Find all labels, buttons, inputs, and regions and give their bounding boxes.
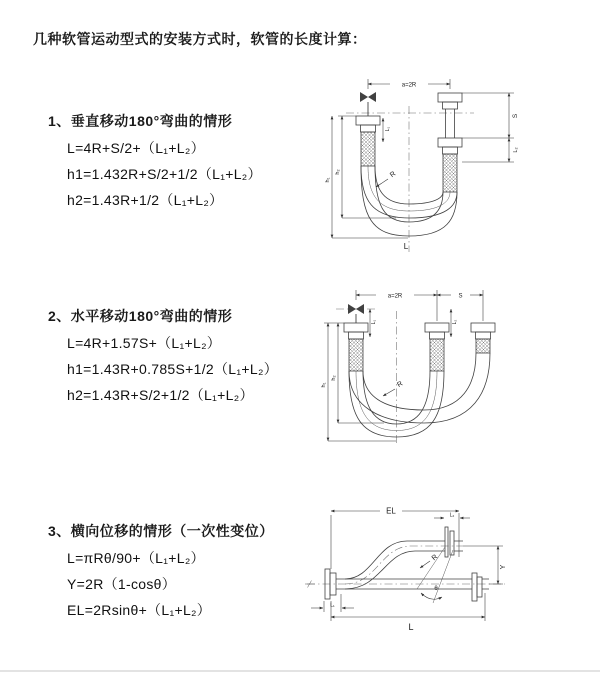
section-3-heading: 3、横向位移的情形（一次性变位） bbox=[48, 523, 274, 539]
dim-label-theta: θ bbox=[434, 586, 438, 592]
section-1-heading: 1、垂直移动180°弯曲的情形 bbox=[48, 113, 233, 129]
dim-label-r: R bbox=[396, 380, 405, 389]
dim-label-l: L bbox=[408, 622, 414, 632]
dim-label-r: R bbox=[430, 553, 440, 563]
section-2-formula-L: L=4R+1.57S+（L₁+L₂） bbox=[67, 335, 222, 351]
dim-label-a2r: a=2R bbox=[387, 293, 403, 300]
displaced-hose bbox=[345, 527, 463, 589]
dimension-lines bbox=[321, 290, 483, 441]
section-2-formula-h2: h2=1.43R+S/2+1/2（L₁+L₂） bbox=[67, 387, 254, 403]
scan-artifact-line bbox=[0, 670, 600, 672]
section-1-formula-L: L=4R+S/2+（L₁+L₂） bbox=[67, 140, 205, 156]
dim-label-l1: L₁ bbox=[330, 602, 335, 609]
dim-label-l2: L₂ bbox=[449, 512, 455, 519]
dim-label-l2: L₂ bbox=[513, 147, 519, 153]
dim-label-l1: L₁ bbox=[371, 319, 377, 325]
section-3-formula-EL: EL=2Rsinθ+（L₁+L₂） bbox=[67, 602, 212, 618]
page-title: 几种软管运动型式的安装方式时，软管的长度计算： bbox=[33, 31, 367, 47]
dim-label-s: S bbox=[512, 113, 519, 119]
dim-label-a2r: a=2R bbox=[401, 82, 417, 89]
left-pipe-flange bbox=[356, 116, 380, 166]
diagram-lateral-displacement bbox=[295, 497, 600, 652]
middle-pipe-flange bbox=[425, 323, 449, 371]
dim-label-r: R bbox=[389, 170, 398, 180]
diagram-vertical-180-bend bbox=[310, 72, 560, 257]
diagram-horizontal-180-bend bbox=[312, 283, 592, 448]
section-2-formula-h1: h1=1.43R+0.785S+1/2（L₁+L₂） bbox=[67, 361, 278, 377]
dim-label-l2: L₂ bbox=[452, 319, 458, 325]
section-3-formula-L: L=πRθ/90+（L₁+L₂） bbox=[67, 550, 205, 566]
dim-label-h2: h₂ bbox=[331, 375, 337, 381]
dim-label-h1: h₁ bbox=[321, 382, 327, 388]
dim-label-el: EL bbox=[386, 506, 396, 516]
dim-label-l1: L₁ bbox=[385, 126, 391, 132]
dim-label-h2: h₂ bbox=[335, 169, 341, 175]
section-1-formula-h2: h2=1.43R+1/2（L₁+L₂） bbox=[67, 192, 224, 208]
dim-label-h1: h₁ bbox=[325, 177, 331, 183]
right-pipe-flange bbox=[471, 323, 495, 353]
left-pipe-flange bbox=[344, 323, 368, 371]
straight-pipe bbox=[345, 573, 489, 601]
section-1-formula-h1: h1=1.432R+S/2+1/2（L₁+L₂） bbox=[67, 166, 262, 182]
section-2-heading: 2、水平移动180°弯曲的情形 bbox=[48, 308, 233, 324]
dim-label-y: Y bbox=[500, 564, 507, 570]
valve-icon bbox=[360, 92, 376, 116]
hose-u-curves bbox=[349, 353, 490, 437]
centerline-symbol bbox=[305, 581, 315, 588]
dimension-lines bbox=[325, 79, 519, 251]
dim-label-s: S bbox=[458, 293, 463, 300]
right-pipe-flange bbox=[438, 93, 462, 192]
valve-icon bbox=[348, 304, 364, 323]
dimension-lines bbox=[311, 507, 507, 633]
dim-label-l: L bbox=[403, 242, 409, 251]
section-3-formula-Y: Y=2R（1-cosθ） bbox=[67, 576, 177, 592]
